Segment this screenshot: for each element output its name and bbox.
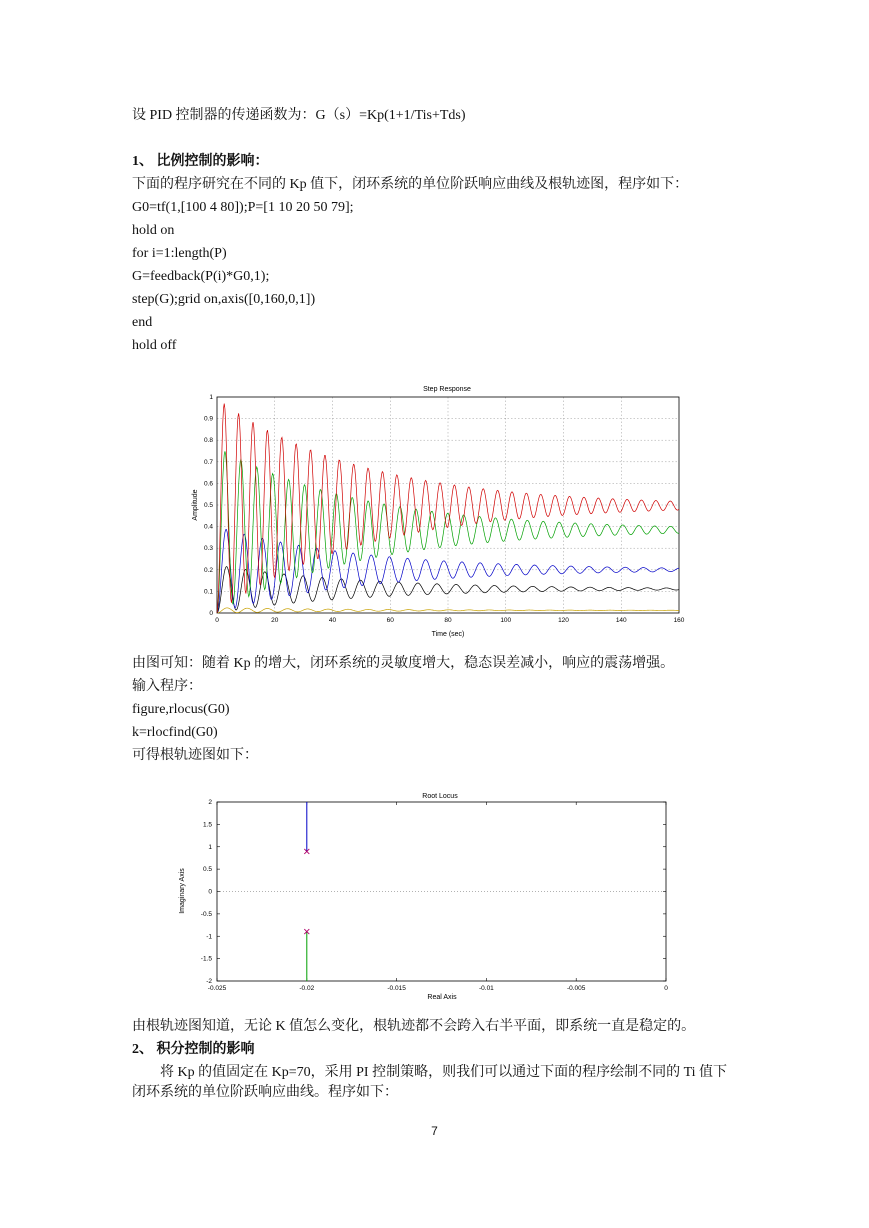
step-response-chart xyxy=(185,380,695,642)
x-axis-label: Real Axis xyxy=(427,994,457,1001)
y-tick-label: 1 xyxy=(209,394,213,401)
rlocus-conclusion: 由根轨迹图知道，无论 K 值怎么变化，根轨迹都不会跨入右半平面，即系统一直是稳定的。 xyxy=(132,1019,696,1034)
x-tick-label: 80 xyxy=(444,617,452,624)
x-tick-label: -0.015 xyxy=(387,985,406,992)
section1-heading: 1、 比例控制的影响： xyxy=(132,154,269,169)
y-tick-label: -1 xyxy=(206,933,212,941)
x-tick-label: -0.025 xyxy=(207,985,227,992)
y-tick-label: -0.5 xyxy=(200,910,212,918)
x-tick-label: 160 xyxy=(673,617,685,624)
x-tick-label: 0 xyxy=(215,617,219,624)
y-tick-label: 0.8 xyxy=(203,437,213,445)
y-tick-label: 0.1 xyxy=(203,588,213,596)
series-line xyxy=(217,608,679,613)
chart-grid xyxy=(217,802,666,981)
code-line: G=feedback(P(i)*G0,1); xyxy=(132,269,270,284)
y-tick-label: 1 xyxy=(208,843,212,851)
y-tick-label: 0.5 xyxy=(203,502,213,509)
page-number: 7 xyxy=(431,1124,438,1138)
input-label: 输入程序： xyxy=(132,679,202,694)
y-tick-label: 0.5 xyxy=(202,866,212,874)
x-tick-label: 20 xyxy=(271,617,279,624)
code-line: step(G);grid on,axis([0,160,0,1]) xyxy=(132,292,316,307)
y-axis-label: Imaginary Axis xyxy=(179,868,186,914)
section2-paragraph: 将 Kp 的值固定在 Kp=70，采用 PI 控制策略，则我们可以通过下面的程序绘制不同的 Ti 值下闭环系统的单位阶跃响应曲线。程序如下： xyxy=(132,1065,728,1100)
x-tick-label: 0 xyxy=(664,985,668,992)
y-tick-label: 0 xyxy=(209,610,213,617)
chart-title: Step Response xyxy=(423,386,471,393)
section2-heading: 2、 积分控制的影响 xyxy=(132,1042,255,1057)
code-line: end xyxy=(132,315,153,330)
rlocus-intro: 可得根轨迹图如下： xyxy=(132,748,258,763)
y-tick-label: 0.2 xyxy=(203,566,213,574)
y-tick-label: 0.6 xyxy=(203,480,213,488)
section1-description: 下面的程序研究在不同的 Kp 值下，闭环系统的单位阶跃响应曲线及根轨迹图，程序如下： xyxy=(132,177,689,192)
code-line: for i=1:length(P) xyxy=(132,246,227,261)
y-tick-label: 0.4 xyxy=(203,523,213,531)
intro-text: 设 PID 控制器的传递函数为：G（s）=Kp(1+1/Tis+Tds) xyxy=(132,108,466,123)
x-tick-label: 120 xyxy=(558,617,569,624)
x-tick-label: 100 xyxy=(500,617,512,624)
y-tick-label: 0.7 xyxy=(203,458,213,466)
y-tick-label: 2 xyxy=(208,799,212,806)
y-tick-label: 0.9 xyxy=(203,415,213,423)
locus-branches xyxy=(304,802,309,981)
code-line: figure,rlocus(G0) xyxy=(132,702,230,717)
y-axis-label: Amplitude xyxy=(192,489,199,521)
tick-labels xyxy=(201,799,668,992)
code-line: hold off xyxy=(132,338,177,353)
x-tick-label: 140 xyxy=(615,617,627,624)
series-lines xyxy=(217,404,679,613)
y-tick-label: 0.3 xyxy=(203,545,213,553)
x-tick-label: 60 xyxy=(386,617,394,624)
x-tick-label: -0.005 xyxy=(566,985,586,992)
code-line: G0=tf(1,[100 4 80]);P=[1 10 20 50 79]; xyxy=(132,200,354,215)
y-tick-label: -1.5 xyxy=(200,955,212,963)
code-line: k=rlocfind(G0) xyxy=(132,725,218,740)
x-axis-label: Time (sec) xyxy=(431,631,465,638)
y-tick-label: 0 xyxy=(208,888,212,896)
x-tick-label: 40 xyxy=(328,617,337,624)
code-line: hold on xyxy=(132,223,175,238)
chart-title: Root Locus xyxy=(422,793,458,800)
y-tick-label: 1.5 xyxy=(202,821,212,829)
x-tick-label: -0.01 xyxy=(478,985,494,992)
y-tick-label: -2 xyxy=(206,978,212,985)
conclusion-text: 由图可知：随着 Kp 的增大，闭环系统的灵敏度增大，稳态误差减小，响应的震荡增强。 xyxy=(132,656,675,671)
root-locus-chart xyxy=(170,786,675,1004)
x-tick-label: -0.02 xyxy=(299,985,315,992)
